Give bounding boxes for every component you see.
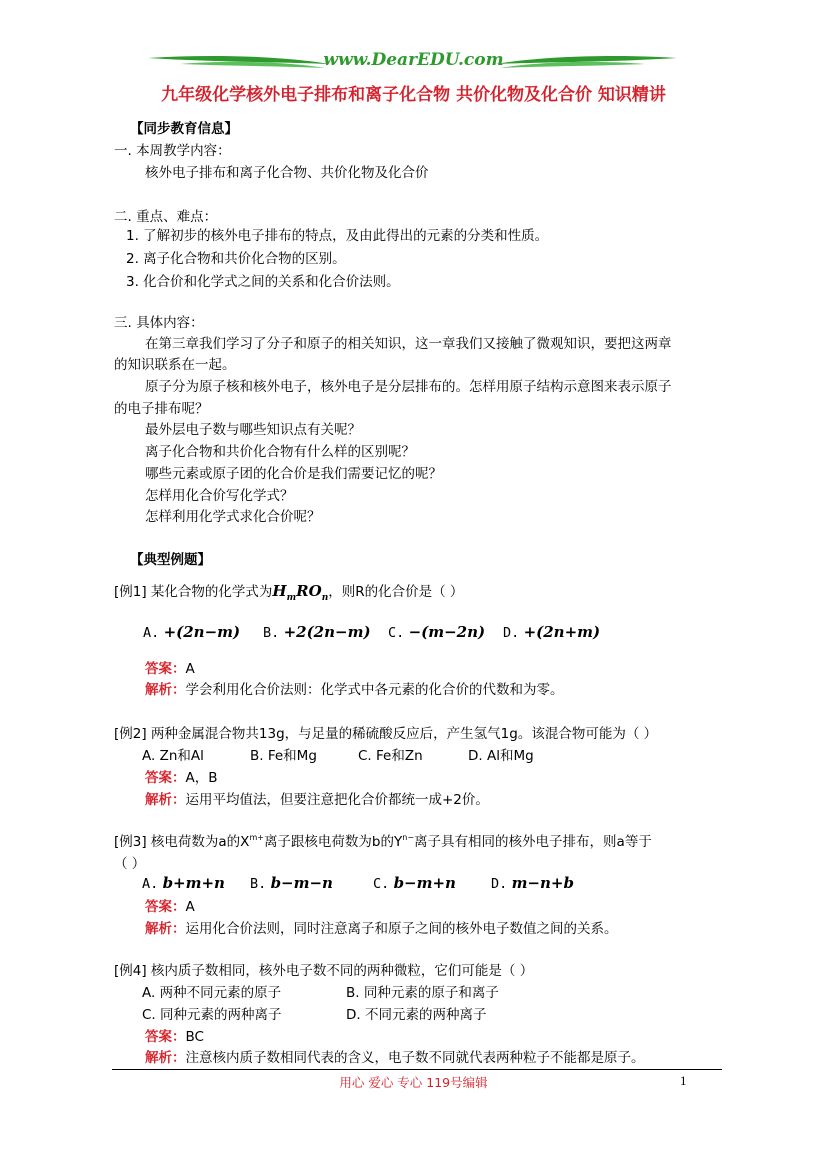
section-line: 原子分为原子核和核外电子，核外电子是分层排布的。怎样用原子结构示意图来表示原子 xyxy=(145,379,672,395)
example-question: [例2] 两种金属混合物共13g，与足量的稀硫酸反应后，产生氢气1g。该混合物可能为（ ） xyxy=(114,726,658,742)
example-question: [例1] 某化合物的化学式为$H_mRO_n$，则R的化合价是（ ） xyxy=(114,582,464,603)
section-line: 在第三章我们学习了分子和原子的相关知识，这一章我们又接触了微观知识，要把这两章 xyxy=(145,336,672,352)
section-line: 1. 了解初步的核外电子排布的特点，及由此得出的元素的分类和性质。 xyxy=(126,228,549,244)
answer-line: 答案：A，B xyxy=(145,770,218,786)
formula: $H_mRO_n$ xyxy=(272,582,329,603)
example-question: [例3] 核电荷数为a的$X^{m+}$离子跟核电荷数为b的$Y^{n-}$离子具有相同的核外电子排布，则a等于 xyxy=(114,833,652,850)
section-line: 离子化合物和共价化合物有什么样的区别呢？ xyxy=(145,444,415,460)
analysis-line: 解析：运用化合价法则，同时注意离子和原子之间的核外电子数值之间的关系。 xyxy=(145,921,618,937)
section-line: 哪些元素或原子团的化合价是我们需要记忆的呢？ xyxy=(145,466,442,482)
answer-line: 答案：BC xyxy=(145,1029,204,1045)
section-line: 怎样用化合价写化学式？ xyxy=(145,488,294,504)
section-heading: 三. 具体内容： xyxy=(114,315,204,331)
answer-line: 答案：A xyxy=(145,661,195,677)
sync-section-heading: 【同步教育信息】 xyxy=(130,121,238,137)
site-header: www.DearEDU.com xyxy=(323,50,504,70)
option: B. b−m−n xyxy=(250,874,333,892)
page-number: 1 xyxy=(680,1073,687,1088)
analysis-line: 解析：运用平均值法，但要注意把化合价都统一成+2价。 xyxy=(145,792,489,808)
option: A. 两种不同元素的原子 xyxy=(142,985,282,1001)
option: A. b+m+n xyxy=(142,874,225,892)
section-line: 最外层电子数与哪些知识点有关呢？ xyxy=(145,422,361,438)
footer-rule xyxy=(112,1069,722,1070)
option: A. +(2n−m) xyxy=(143,623,241,641)
answer-line: 答案：A xyxy=(145,899,195,915)
option: D. m−n+b xyxy=(491,874,574,892)
option: C. Fe和Zn xyxy=(358,748,423,764)
option: B. 同种元素的原子和离子 xyxy=(346,985,499,1001)
section-line: 的电子排布呢？ xyxy=(114,401,209,417)
section-heading: 一. 本周教学内容： xyxy=(114,143,231,159)
option: B. +2(2n−m) xyxy=(263,623,371,641)
section-line: 2. 离子化合物和共价化合物的区别。 xyxy=(126,251,346,267)
option: D. Al和Mg xyxy=(468,748,534,764)
option: C. 同种元素的两种离子 xyxy=(142,1007,282,1023)
section-line: 核外电子排布和离子化合物、共价化物及化合价 xyxy=(145,165,429,181)
example-question-cont: （ ） xyxy=(114,856,146,872)
analysis-line: 解析：注意核内质子数相同代表的含义，电子数不同就代表两种粒子不能都是原子。 xyxy=(145,1050,645,1066)
option: D. +(2n+m) xyxy=(503,623,601,641)
examples-heading: 【典型例题】 xyxy=(130,552,211,568)
option: D. 不同元素的两种离子 xyxy=(346,1007,487,1023)
example-question: [例4] 核内质子数相同，核外电子数不同的两种微粒，它们可能是（ ） xyxy=(114,963,534,979)
page-title: 九年级化学核外电子排布和离子化合物 共价化物及化合价 知识精讲 xyxy=(161,85,666,105)
section-line: 3. 化合价和化学式之间的关系和化合价法则。 xyxy=(126,274,400,290)
option: A. Zn和Al xyxy=(142,748,204,764)
section-heading: 二. 重点、难点： xyxy=(114,209,218,225)
section-line: 怎样利用化学式求化合价呢？ xyxy=(145,509,321,525)
section-line: 的知识联系在一起。 xyxy=(114,357,236,373)
option: C. b−m+n xyxy=(373,874,456,892)
option: C. −(m−2n) xyxy=(388,623,486,641)
analysis-line: 解析：学会利用化合价法则：化学式中各元素的化合价的代数和为零。 xyxy=(145,682,564,698)
footer-text: 用心 爱心 专心 119号编辑 xyxy=(339,1075,488,1090)
option: B. Fe和Mg xyxy=(250,748,317,764)
